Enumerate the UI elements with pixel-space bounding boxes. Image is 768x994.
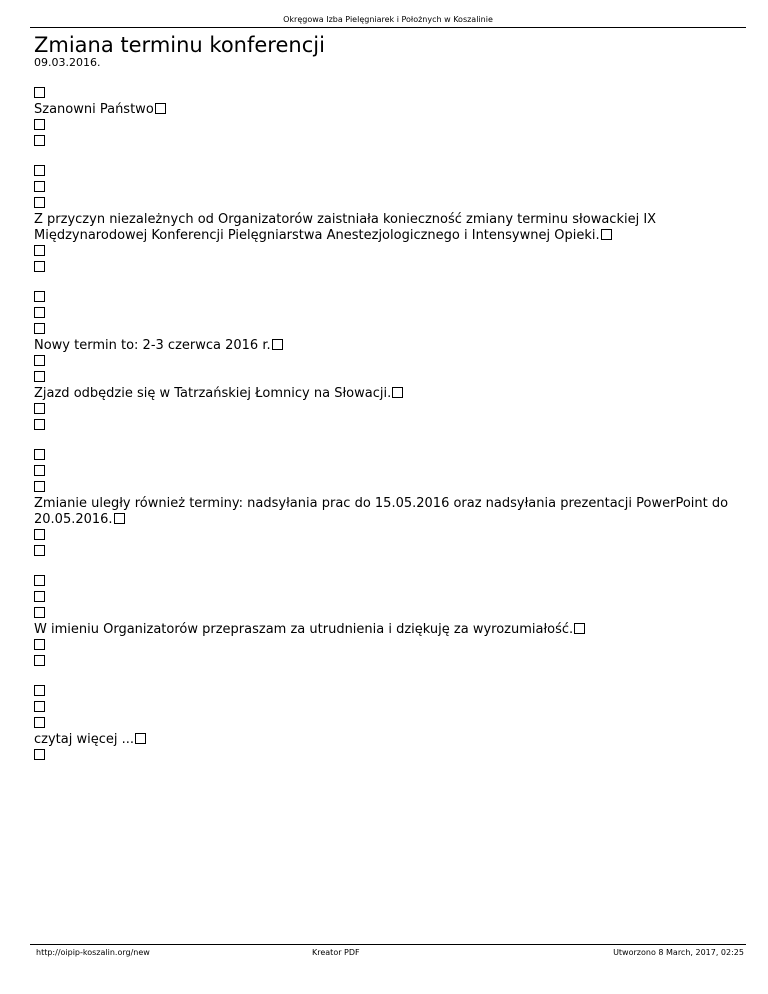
missing-glyph-box — [34, 449, 45, 460]
article-body — [34, 86, 734, 764]
missing-glyph-box — [574, 623, 585, 634]
footer-created-date: Utworzono 8 March, 2017, 02:25 — [613, 948, 744, 957]
missing-glyph-box — [34, 529, 45, 540]
footer-creator: Kreator PDF — [312, 948, 360, 957]
missing-glyph-box — [34, 717, 45, 728]
paragraph-gap — [34, 670, 734, 684]
missing-glyph-box — [392, 387, 403, 398]
missing-glyph-box — [34, 135, 45, 146]
missing-glyph-box — [601, 229, 612, 240]
missing-glyph-box — [34, 261, 45, 272]
missing-glyph-box — [114, 513, 125, 524]
missing-glyph-box — [34, 545, 45, 556]
missing-glyph-box — [34, 655, 45, 666]
page-header-organization: Okręgowa Izba Pielęgniarek i Położnych w Koszalinie — [283, 15, 493, 24]
missing-glyph-box — [34, 87, 45, 98]
missing-glyph-box — [34, 355, 45, 366]
missing-glyph-box — [34, 371, 45, 382]
apology-text: W imieniu Organizatorów przepraszam za utrudnienia i dziękuję za wyrozumiałość. — [34, 622, 574, 637]
paragraph-gap — [34, 150, 734, 164]
footer-divider — [30, 944, 746, 945]
missing-glyph-box — [34, 591, 45, 602]
paragraph-gap — [34, 276, 734, 290]
missing-glyph-box — [272, 339, 283, 350]
article-title: Zmiana terminu konferencji — [34, 33, 325, 57]
greeting-text: Szanowni Państwo — [34, 102, 154, 117]
header-divider — [30, 27, 746, 28]
missing-glyph-box — [34, 245, 45, 256]
read-more-link[interactable]: czytaj więcej ... — [34, 732, 135, 747]
missing-glyph-box — [34, 323, 45, 334]
missing-glyph-box — [34, 481, 45, 492]
missing-glyph-box — [34, 607, 45, 618]
paragraph-gap — [34, 560, 734, 574]
conference-change-text: Z przyczyn niezależnych od Organizatorów zaistniała konieczność zmiany terminu słowackiej IX Międzynarodowej Konferencji Pielęgniarstwa Anestezjologicznego i Intensywnej Opieki. — [34, 212, 657, 243]
missing-glyph-box — [34, 119, 45, 130]
missing-glyph-box — [34, 165, 45, 176]
missing-glyph-box — [155, 103, 166, 114]
new-date-text: Nowy termin to: 2-3 czerwca 2016 r. — [34, 338, 271, 353]
paragraph-gap — [34, 434, 734, 448]
missing-glyph-box — [34, 575, 45, 586]
location-text: Zjazd odbędzie się w Tatrzańskiej Łomnicy na Słowacji. — [34, 386, 392, 401]
missing-glyph-box — [34, 197, 45, 208]
article-date: 09.03.2016. — [34, 56, 101, 69]
deadlines-text: Zmianie uległy również terminy: nadsyłania prac do 15.05.2016 oraz nadsyłania prezentacji PowerPoint do 20.05.2016. — [34, 496, 729, 527]
missing-glyph-box — [34, 749, 45, 760]
missing-glyph-box — [34, 291, 45, 302]
missing-glyph-box — [34, 181, 45, 192]
missing-glyph-box — [34, 685, 45, 696]
missing-glyph-box — [34, 403, 45, 414]
missing-glyph-box — [135, 733, 146, 744]
missing-glyph-box — [34, 465, 45, 476]
footer-url: http://oipip-koszalin.org/new — [36, 948, 150, 957]
missing-glyph-box — [34, 639, 45, 650]
missing-glyph-box — [34, 307, 45, 318]
missing-glyph-box — [34, 419, 45, 430]
missing-glyph-box — [34, 701, 45, 712]
